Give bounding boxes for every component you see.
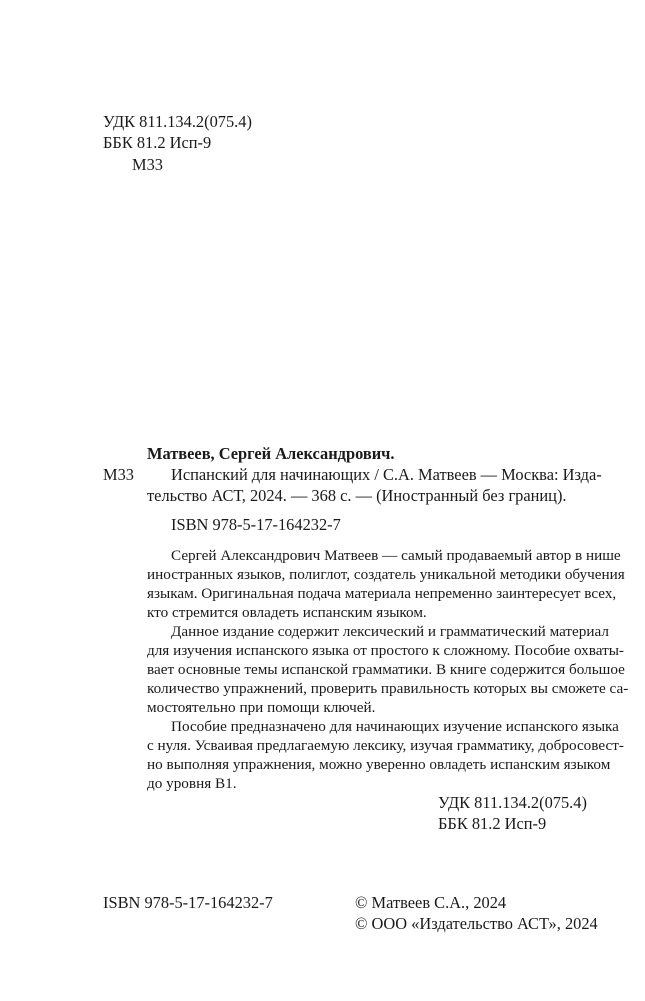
- bottom-bbk-code: ББК 81.2 Исп-9: [438, 814, 547, 833]
- annotation-line: языкам. Оригинальная подача материала непременно заинтересует всех,: [147, 585, 617, 602]
- annotation-paragraph-1: [147, 546, 625, 622]
- top-bbk-code: ББК 81.2 Исп-9: [103, 133, 212, 152]
- annotation-line: иностранных языков, полиглот, создатель уникальной методики обучения: [147, 566, 625, 583]
- annotation-paragraph-3: [147, 717, 624, 793]
- annotation-line: мостоятельно при помощи ключей.: [147, 699, 376, 716]
- annotation-line: Пособие предназначено для начинающих изучение испанского языка: [171, 718, 619, 735]
- record-isbn: ISBN 978-5-17-164232-7: [171, 515, 341, 534]
- author-heading: Матвеев, Сергей Александрович.: [147, 444, 395, 463]
- record-title-line-1: Испанский для начинающих / С.А. Матвеев — Москва: Изда-: [171, 465, 602, 484]
- annotation-paragraph-2: [147, 622, 629, 717]
- annotation-line: для изучения испанского языка от простого к сложному. Пособие охваты-: [147, 642, 624, 659]
- footer-isbn: ISBN 978-5-17-164232-7: [103, 893, 273, 912]
- annotation-line: до уровня B1.: [147, 775, 237, 792]
- annotation-line: кто стремится овладеть испанским языком.: [147, 604, 427, 621]
- top-udk-code: УДК 811.134.2(075.4): [103, 112, 252, 131]
- record-author-mark: М33: [103, 465, 134, 484]
- annotation-line: с нуля. Усваивая предлагаемую лексику, изучая грамматику, добросовест-: [147, 737, 624, 754]
- annotation-line: но выполняя упражнения, можно уверенно овладеть испанским языком: [147, 756, 611, 773]
- top-author-mark: М33: [132, 155, 163, 174]
- copyright-author: © Матвеев С.А., 2024: [355, 893, 507, 912]
- annotation-line: вает основные темы испанской грамматики. В книге содержится большое: [147, 661, 625, 678]
- bottom-udk-code: УДК 811.134.2(075.4): [438, 793, 587, 812]
- record-title-line-2: тельство АСТ, 2024. — 368 с. — (Иностранный без границ).: [147, 486, 567, 505]
- annotation-line: Данное издание содержит лексический и грамматический материал: [171, 623, 609, 640]
- annotation-line: Сергей Александрович Матвеев — самый продаваемый автор в нише: [171, 547, 621, 564]
- annotation-line: количество упражнений, проверить правильность которых вы сможете са-: [147, 680, 629, 697]
- copyright-publisher: © ООО «Издательство АСТ», 2024: [355, 914, 598, 933]
